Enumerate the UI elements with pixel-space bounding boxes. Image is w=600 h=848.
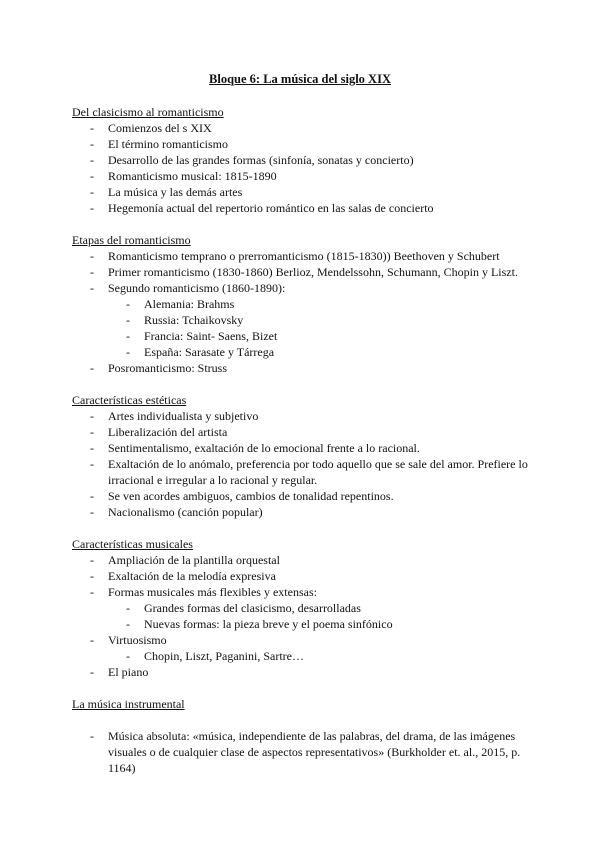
list-item: - Exaltación de lo anómalo, preferencia por todo aquello que se sale del amor. Prefiere lo irracional e irregular a lo racional y regular. xyxy=(72,456,532,488)
sub-list-item: - España: Sarasate y Tárrega xyxy=(72,344,532,360)
list-item: - Ampliación de la plantilla orquestal xyxy=(72,552,532,568)
bullet-list xyxy=(72,408,532,520)
page-title: Bloque 6: La música del siglo XIX xyxy=(209,72,391,86)
blank-line xyxy=(72,712,532,728)
bullet-list xyxy=(72,120,532,216)
section-caracteristicas-musicales xyxy=(72,536,532,680)
section-etapas-romanticismo xyxy=(72,232,532,376)
list-item: - Primer romanticismo (1830-1860) Berlioz, Mendelssohn, Schumann, Chopin y Liszt. xyxy=(72,264,532,280)
list-item: - Formas musicales más flexibles y extensas: xyxy=(72,584,532,600)
list-item: - La música y las demás artes xyxy=(72,184,532,200)
bullet-list xyxy=(72,248,532,376)
section-heading: Del clasicismo al romanticismo xyxy=(72,105,224,119)
list-item: - Nacionalismo (canción popular) xyxy=(72,504,532,520)
section-heading: Etapas del romanticismo xyxy=(72,233,191,247)
list-item: - Segundo romanticismo (1860-1890): xyxy=(72,280,532,296)
list-item: - El piano xyxy=(72,664,532,680)
list-item: - Romanticismo musical: 1815-1890 xyxy=(72,168,532,184)
list-item: - Romanticismo temprano o prerromanticismo (1815-1830)) Beethoven y Schubert xyxy=(72,248,532,264)
sub-list-item: - Russia: Tchaikovsky xyxy=(72,312,532,328)
section-heading: La música instrumental xyxy=(72,697,185,711)
list-item: - El término romanticismo xyxy=(72,136,532,152)
section-heading: Características estéticas xyxy=(72,393,187,407)
list-item: - Hegemonía actual del repertorio romántico en las salas de concierto xyxy=(72,200,532,216)
bullet-list xyxy=(72,552,532,680)
section-clasicismo-romanticismo xyxy=(72,104,532,216)
section-caracteristicas-esteticas xyxy=(72,392,532,520)
list-item: - Virtuosismo xyxy=(72,632,532,648)
section-musica-instrumental xyxy=(72,696,532,776)
sub-list-item: - Alemania: Brahms xyxy=(72,296,532,312)
sub-list-item: - Francia: Saint- Saens, Bizet xyxy=(72,328,532,344)
list-item: - Liberalización del artista xyxy=(72,424,532,440)
list-item: - Artes individualista y subjetivo xyxy=(72,408,532,424)
sub-list-item: - Chopin, Liszt, Paganini, Sartre… xyxy=(72,648,532,664)
sub-list-item: - Grandes formas del clasicismo, desarrolladas xyxy=(72,600,532,616)
list-item: - Se ven acordes ambiguos, cambios de tonalidad repentinos. xyxy=(72,488,532,504)
list-item: - Desarrollo de las grandes formas (sinfonía, sonatas y concierto) xyxy=(72,152,532,168)
section-heading: Características musicales xyxy=(72,537,193,551)
list-item: - Exaltación de la melodía expresiva xyxy=(72,568,532,584)
sub-list-item: - Nuevas formas: la pieza breve y el poema sinfónico xyxy=(72,616,532,632)
list-item: - Posromanticismo: Struss xyxy=(72,360,532,376)
list-item: - Música absoluta: «música, independiente de las palabras, del drama, de las imágenes visuales o de cualquier clase de aspectos representativos» (Burkholder et. al., 2015, p. 1164) xyxy=(72,728,532,776)
list-item: - Sentimentalismo, exaltación de lo emocional frente a lo racional. xyxy=(72,440,532,456)
list-item: - Comienzos del s XIX xyxy=(72,120,532,136)
bullet-list xyxy=(72,728,532,776)
